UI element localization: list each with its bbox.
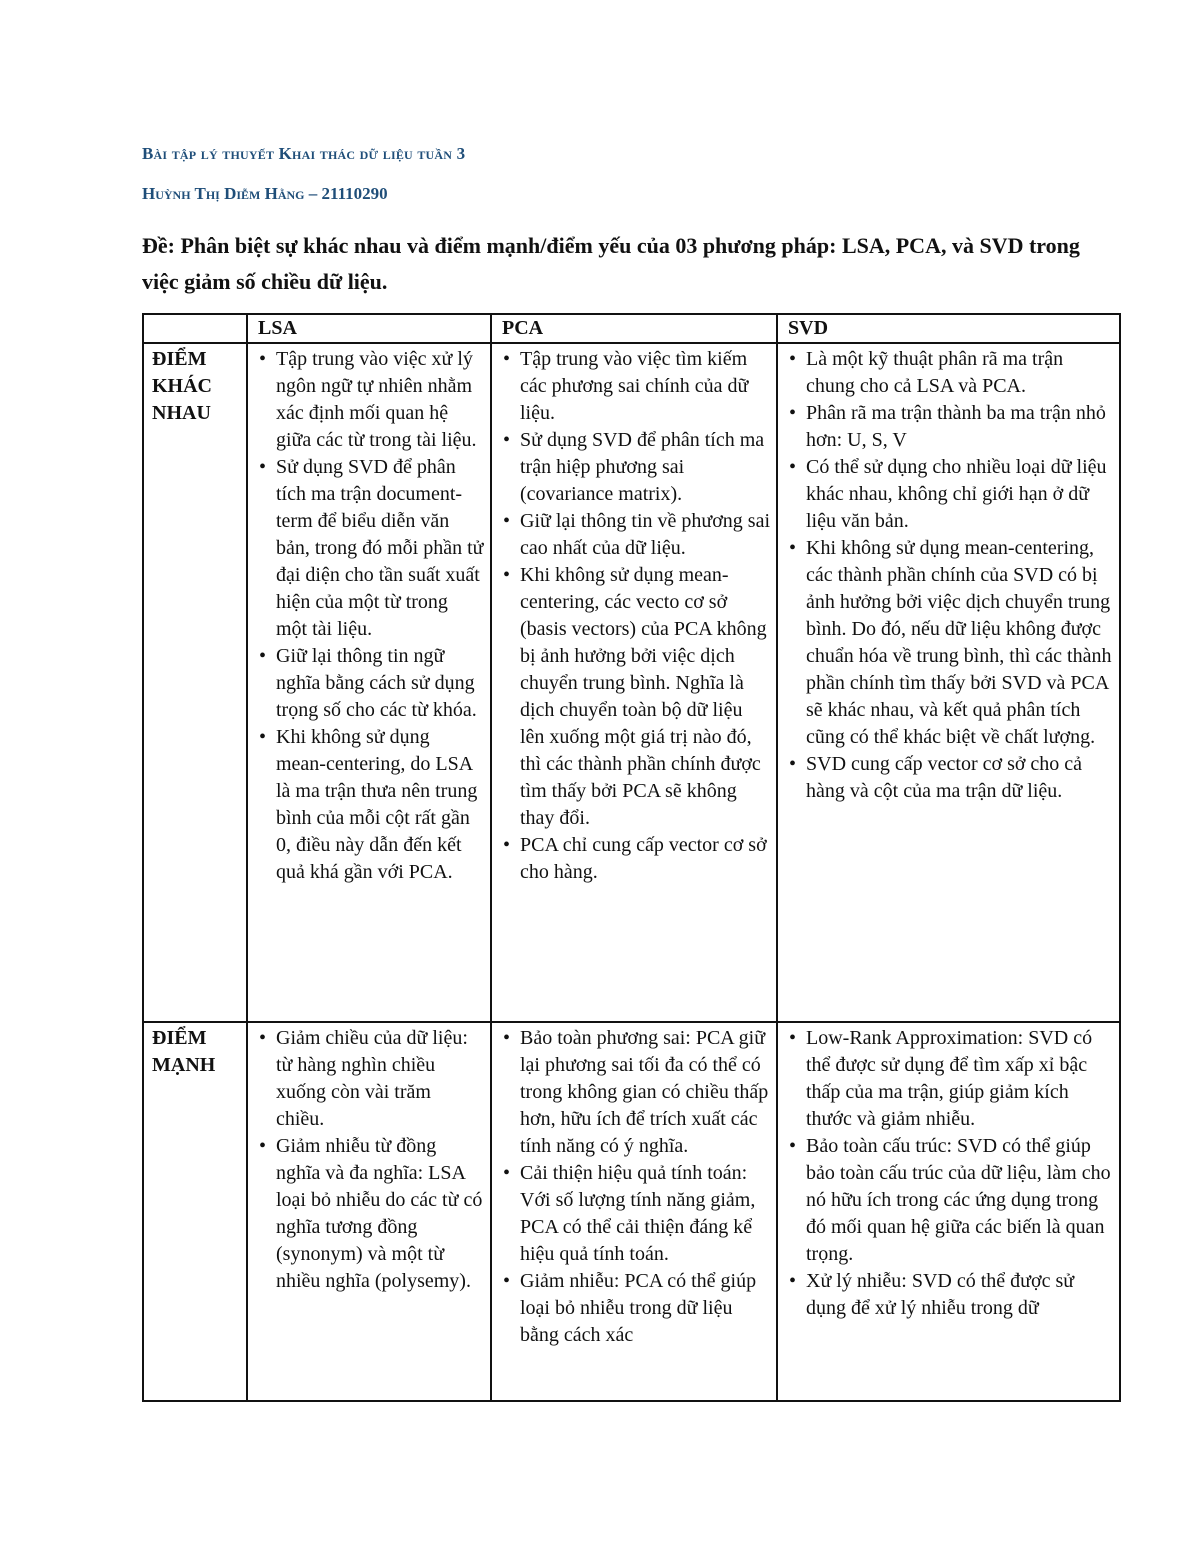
bullet-list: [786, 1025, 1113, 1322]
header-cell-lsa: LSA: [247, 314, 491, 343]
row-label-differences: ĐIỂM KHÁC NHAU: [143, 343, 247, 1022]
task-statement: [142, 228, 1119, 300]
table-header-row: [143, 314, 1120, 343]
cell-strengths-lsa: [247, 1022, 491, 1401]
list-item: • Khi không sử dụng mean-centering, các thành phần chính của SVD có bị ảnh hưởng bởi việc dịch chuyển trung bình. Do đó, nếu dữ liệu không được chuẩn hóa về trung bình, thì các thành phần chính tìm thấy bởi SVD và PCA sẽ khác nhau, và kết quả phân tích cũng có thể khác biệt về chất lượng.: [806, 535, 1113, 751]
list-item: • Sử dụng SVD để phân tích ma trận document-term để biểu diễn văn bản, trong đó mỗi phần tử đại diện cho tần suất xuất hiện của một từ trong một tài liệu.: [276, 454, 484, 643]
list-item: • PCA chỉ cung cấp vector cơ sở cho hàng.: [520, 832, 770, 886]
list-item: • Khi không sử dụng mean-centering, do LSA là ma trận thưa nên trung bình của mỗi cột rất gần 0, điều này dẫn đến kết quả khá gần với PCA.: [276, 724, 484, 886]
bullet-list: [256, 1025, 484, 1295]
bullet-list: [786, 346, 1113, 805]
list-item: • Low-Rank Approximation: SVD có thể được sử dụng để tìm xấp xỉ bậc thấp của ma trận, giúp giảm kích thước và giảm nhiễu.: [806, 1025, 1113, 1133]
table-row-differences: [143, 343, 1120, 1022]
cell-differences-pca: [491, 343, 777, 1022]
list-item: • Cải thiện hiệu quả tính toán: Với số lượng tính năng giảm, PCA có thể cải thiện đáng kể hiệu quả tính toán.: [520, 1160, 770, 1268]
list-item: • Là một kỹ thuật phân rã ma trận chung cho cả LSA và PCA.: [806, 346, 1113, 400]
list-item: • Tập trung vào việc tìm kiếm các phương sai chính của dữ liệu.: [520, 346, 770, 427]
list-item: • Giảm nhiễu từ đồng nghĩa và đa nghĩa: LSA loại bỏ nhiễu do các từ có nghĩa tương đồng (synonym) và một từ nhiều nghĩa (polysemy).: [276, 1133, 484, 1295]
list-item: • Phân rã ma trận thành ba ma trận nhỏ hơn: U, S, V: [806, 400, 1113, 454]
bullet-list: [500, 1025, 770, 1349]
list-item: • Giảm chiều của dữ liệu: từ hàng nghìn chiều xuống còn vài trăm chiều.: [276, 1025, 484, 1133]
cell-differences-lsa: [247, 343, 491, 1022]
cell-differences-svd: [777, 343, 1120, 1022]
header-cell-svd: SVD: [777, 314, 1120, 343]
cell-strengths-pca: [491, 1022, 777, 1401]
list-item: • Giữ lại thông tin ngữ nghĩa bằng cách sử dụng trọng số cho các từ khóa.: [276, 643, 484, 724]
list-item: • Sử dụng SVD để phân tích ma trận hiệp phương sai (covariance matrix).: [520, 427, 770, 508]
row-label-strengths: ĐIỂM MẠNH: [143, 1022, 247, 1401]
list-item: • Tập trung vào việc xử lý ngôn ngữ tự nhiên nhằm xác định mối quan hệ giữa các từ trong tài liệu.: [276, 346, 484, 454]
cell-strengths-svd: [777, 1022, 1120, 1401]
list-item: • Có thể sử dụng cho nhiều loại dữ liệu khác nhau, không chỉ giới hạn ở dữ liệu văn bản.: [806, 454, 1113, 535]
list-item: • Giảm nhiễu: PCA có thể giúp loại bỏ nhiễu trong dữ liệu bằng cách xác: [520, 1268, 770, 1349]
header-cell-pca: PCA: [491, 314, 777, 343]
bullet-list: [256, 346, 484, 886]
bullet-list: [500, 346, 770, 886]
document-title: Bài tập lý thuyết Khai thác dữ liệu tuần 3: [142, 144, 466, 163]
list-item: • Bảo toàn cấu trúc: SVD có thể giúp bảo toàn cấu trúc của dữ liệu, làm cho nó hữu ích trong các ứng dụng trong đó mối quan hệ giữa các biến là quan trọng.: [806, 1133, 1113, 1268]
list-item: • Giữ lại thông tin về phương sai cao nhất của dữ liệu.: [520, 508, 770, 562]
list-item: • Bảo toàn phương sai: PCA giữ lại phương sai tối đa có thể có trong không gian có chiều thấp hơn, hữu ích để trích xuất các tính năng có ý nghĩa.: [520, 1025, 770, 1160]
list-item: • Khi không sử dụng mean-centering, các vecto cơ sở (basis vectors) của PCA không bị ảnh hưởng bởi việc dịch chuyển trung bình. Nghĩa là dịch chuyển toàn bộ dữ liệu lên xuống một giá trị nào đó, thì các thành phần chính được tìm thấy bởi PCA sẽ không thay đổi.: [520, 562, 770, 832]
header-cell-empty: [143, 314, 247, 343]
document-page: [142, 140, 1119, 1402]
author-line: Huỳnh Thị Diễm Hằng – 21110290: [142, 184, 388, 203]
table-row-strengths: [143, 1022, 1120, 1401]
task-text: Phân biệt sự khác nhau và điểm mạnh/điểm yếu của 03 phương pháp: LSA, PCA, và SVD trong việc giảm số chiều dữ liệu.: [142, 233, 1080, 294]
list-item: • SVD cung cấp vector cơ sở cho cả hàng và cột của ma trận dữ liệu.: [806, 751, 1113, 805]
task-label: Đề:: [142, 233, 175, 258]
comparison-table: [142, 313, 1121, 1402]
list-item: • Xử lý nhiễu: SVD có thể được sử dụng để xử lý nhiễu trong dữ: [806, 1268, 1113, 1322]
